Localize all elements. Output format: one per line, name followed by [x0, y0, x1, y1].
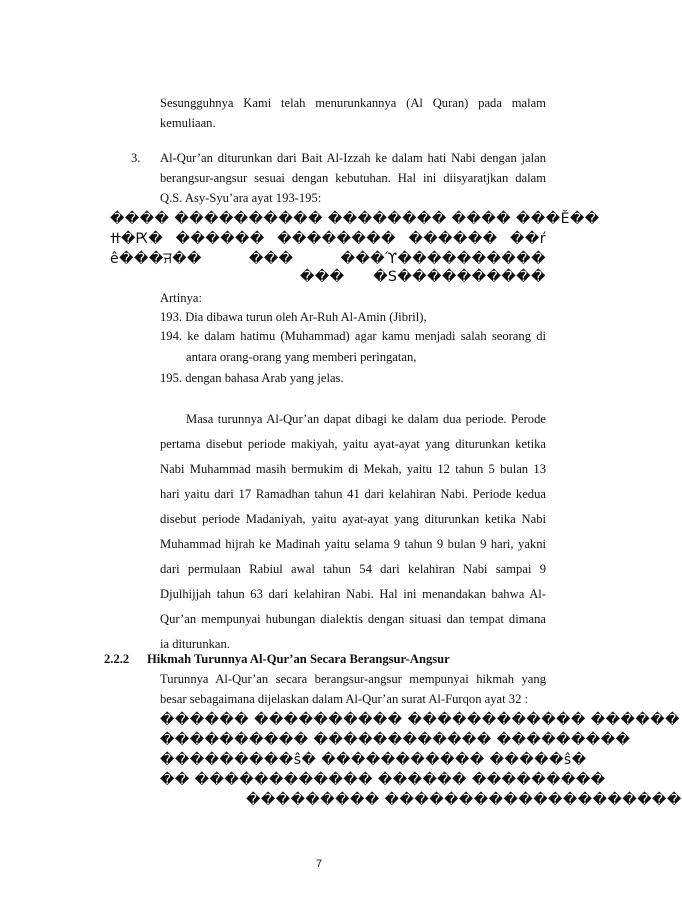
- paragraph-line: berangsur-angsur sesuai dengan kebutuhan. Hal ini diisyaratjkan dalam: [160, 171, 546, 185]
- paragraph-line: Turunnya Al-Qur’an secara berangsur-angsur mempunyai hikmah yang: [160, 672, 546, 686]
- word: menurunkannya: [315, 96, 397, 110]
- arabic-verse-line: �� ������������ ������ ���������: [160, 772, 606, 788]
- arabic-verse-line: ���������ŝ� ����������� �����ŝ�: [160, 752, 587, 768]
- arabic-verse-line: ߚ�Ԗ� ������ �������� ������ ��ŕ: [110, 231, 546, 247]
- paragraph-line: besar sebagaimana dijelaskan dalam Al-Qur’an surat Al-Furqon ayat 32 :: [160, 692, 529, 706]
- paragraph-line: [160, 95, 546, 111]
- paragraph-line: pertama disebut periode makiyah, yaitu ayat-ayat yang diturunkan ketika: [160, 437, 546, 451]
- page-number: 7: [315, 858, 323, 870]
- arabic-verse-line: ��� �Ѕ����������: [300, 269, 546, 285]
- word: (Al: [406, 96, 423, 110]
- paragraph-line: Al-Qur’an diturunkan dari Bait Al-Izzah ke dalam hati Nabi dengan jalan: [160, 151, 546, 165]
- translation-line: antara orang-orang yang memberi peringatan,: [186, 350, 417, 364]
- paragraph-line: ia diturunkan.: [160, 637, 230, 651]
- paragraph-line: Q.S. Asy-Syu’ara ayat 193-195:: [160, 191, 322, 205]
- word: Sesungguhnya: [160, 96, 234, 110]
- translation-line: 193. Dia dibawa turun oleh Ar-Ruh Al-Amin (Jibril),: [160, 310, 427, 324]
- word: pada: [478, 96, 502, 110]
- arabic-verse-line: ������ ���������� ������������ ������: [160, 712, 680, 728]
- paragraph-line: Muhammad hijrah ke Madinah yaitu selama 9 tahun 9 bulan 9 hari, yakni: [160, 537, 546, 551]
- translation-line: 194. ke dalam hatimu (Muhammad) agar kamu menjadi salah seorang di: [160, 329, 546, 343]
- section-title: Hikmah Turunnya Al-Qur’an Secara Berangsur-Angsur: [147, 652, 450, 666]
- translation-line: 195. dengan bahasa Arab yang jelas.: [160, 371, 344, 385]
- paragraph-line: Qur’an mempunyai hubungan dialektis dengan situasi dan tempat dimana: [160, 612, 546, 626]
- word: telah: [280, 96, 306, 110]
- word: Kami: [243, 96, 272, 110]
- arabic-verse-line: ê���ꠔ�� ��� ���ϓ����������: [110, 251, 546, 267]
- paragraph-line: Masa turunnya Al-Qur’an dapat dibagi ke dalam dua periode. Perode: [186, 412, 546, 426]
- paragraph-line: kemuliaan.: [160, 116, 216, 130]
- arabic-verse-line: ���� ���������� �������� ���� ���Ĕ��: [110, 211, 600, 227]
- paragraph-line: Djulhijjah tahun 63 dari kelahiran Nabi. Hal ini menandakan bahwa Al-: [160, 587, 546, 601]
- paragraph-line: Nabi Muhammad masih bermukim di Mekah, yaitu 12 tahun 5 bulan 13: [160, 462, 546, 476]
- translation-label: Artinya:: [160, 291, 202, 305]
- paragraph-line: dari permulaan Rabiul awal tahun 54 dari kelahiran Nabi sampai 9: [160, 562, 546, 576]
- arabic-verse-line: ���������� ������������ ���������: [160, 732, 631, 748]
- section-number: 2.2.2: [104, 652, 130, 666]
- paragraph-line: hari yaitu dari 17 Ramadhan tahun 41 dari kelahiran Nabi. Periode kedua: [160, 487, 546, 501]
- arabic-verse-line: ��������� ��������������������: [246, 792, 682, 808]
- list-number: 3.: [131, 151, 141, 165]
- word: Quran): [432, 96, 469, 110]
- word: malam: [511, 96, 546, 110]
- paragraph-line: disebut periode Madaniyah, yaitu ayat-ayat yang diturunkan ketika Nabi: [160, 512, 546, 526]
